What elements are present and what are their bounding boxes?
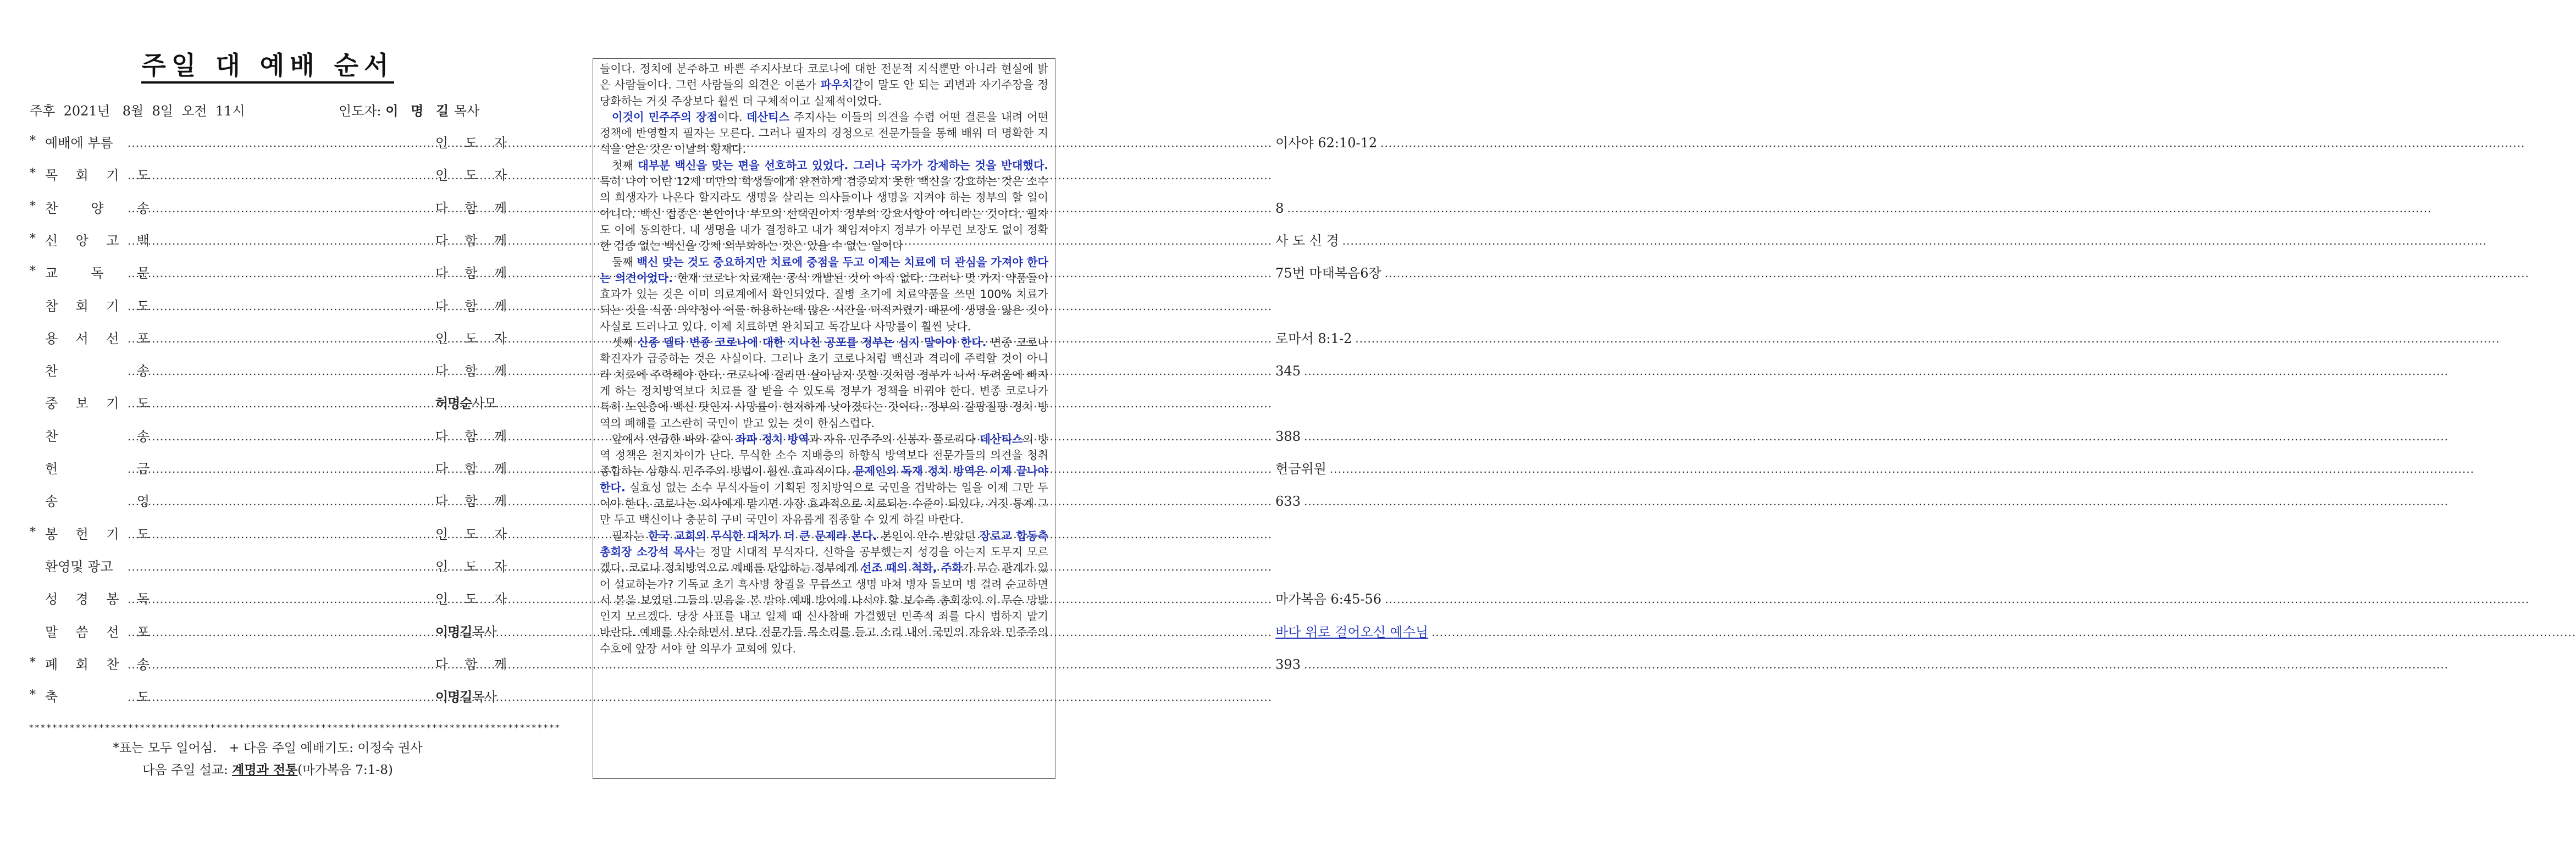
article-paragraph (600, 109, 1048, 158)
article-paragraph (600, 335, 1048, 431)
order-item-leader: 다 함 께 (435, 233, 507, 248)
standing-mark: * (30, 231, 36, 246)
footnote-standing: *표는 모두 일어섬. + 다음 주일 예배기도: 이정숙 권사 (113, 741, 423, 755)
highlighted-text: 데산티스 (747, 110, 790, 124)
order-item-leader: 다 함 께 (435, 428, 507, 444)
standing-mark: * (30, 688, 36, 702)
order-item-name: 신 앙 고 백 (45, 233, 150, 248)
order-item-name: 찬 양 송 (45, 200, 150, 216)
paragraph-text: 현재 코로나 치료제는 공식 개발된 것이 아직 없다. 그러나 몇 가지 약품들이 효과가 있는 것은 이미 의료계에서 확인되었다. 질병 초기에 치료약품을 쓰면 100% 치료가 되는 것을 식품 의약청이 이를 허용하는데 많은 시간을 미적거렸기 때문에 생명을 잃은 것이 사실로 드러나고 있다. 이제 치료하면 완치되고 독감보다 사망률이 훨씬 낮다. (600, 271, 1048, 333)
order-item-name: 찬 송 (45, 363, 150, 379)
service-date: 주후 2021년 8월 8일 오전 11시 (30, 103, 245, 119)
order-row (29, 490, 1301, 512)
order-item-name: 성 경 봉 독 (45, 591, 150, 607)
order-item-content: 75번 마태복음6장 (1275, 265, 1381, 281)
order-row (29, 132, 1378, 154)
order-row (29, 295, 507, 317)
standing-mark: * (30, 264, 36, 279)
order-item-content: 헌금위원 (1275, 461, 1326, 477)
paragraph-text: 의 방역 정책은 천지차이가 난다. 무식한 소수 지배층의 하향식 방역보다 전문가들의 의견을 청취 종합하는 상향식 민주주의 방법이 훨씬 효과적이다. (600, 432, 1048, 478)
paragraph-text: 이다. (717, 110, 747, 124)
highlighted-text: 데산티스 (980, 432, 1023, 446)
order-item-content: 로마서 8:1-2 (1275, 330, 1352, 346)
order-row (29, 360, 1301, 382)
column-article (593, 58, 1055, 779)
paragraph-text: 실효성 없는 소수 무식자들이 기획된 정치방역으로 국민을 겁박하는 일을 이제 그만 두어야 한다. 코로나는 의사에게 맡기면 가장 효과적으로 치료되는 수준이 되었다. 거짓 통계 그만 두고 백신이나 충분히 구비 국민이 자유롭게 접종할 수 있게 하길 바란다. (600, 480, 1048, 527)
order-item-leader: 인 도 자 (435, 168, 507, 184)
order-item-name: 말 씀 선 포 (45, 624, 150, 640)
highlighted-text: 선조 때의 척화, 주화 (860, 561, 963, 575)
order-item-name: 중 보 기 도 (45, 396, 150, 412)
order-item-name: 목 회 기 도 (45, 168, 150, 184)
highlighted-text: 대부분 백신을 맞는 편을 선호하고 있었다. 그러나 국가가 강제하는 것을 반대했다. (638, 158, 1048, 172)
standing-mark: * (30, 199, 36, 213)
highlighted-text: 좌파 정치 방역 (736, 432, 809, 446)
order-row (29, 621, 1429, 643)
highlighted-text: 백신 맞는 것도 중요하지만 치료에 중점을 두고 이제는 치료에 더 관심을 가져야 한다는 의견이었다. (600, 255, 1048, 285)
paragraph-text: 과 자유 민주주의 신봉자 플로리다 (809, 432, 980, 446)
paragraph-text: 들이다. 정치에 분주하고 바쁜 주지사보다 코로나에 대한 전문적 지식뿐만 아니라 현실에 밝은 사람들이다. 그런 사람들의 의견은 이론가 (600, 62, 1048, 92)
paragraph-text: 셋째 (612, 336, 638, 350)
paragraph-text: 같이 말도 안 되는 괴변과 자기주장을 정당화하는 거짓 주장보다 훨씬 더 구체적이고 실제적이었다. (600, 78, 1048, 108)
next-sermon-title: 계명과 전통 (232, 763, 298, 777)
standing-mark: * (30, 167, 36, 181)
order-row (29, 686, 507, 708)
paragraph-text: 앞에서 언급한 바와 같이 (612, 432, 736, 446)
order-item-content: 사 도 신 경 (1275, 233, 1339, 248)
order-item-detail (128, 523, 452, 545)
service-date-line (30, 100, 506, 119)
highlighted-text: 이것이 민주주의 장점 (612, 110, 718, 124)
order-item-leader: 다 함 께 (435, 200, 507, 216)
order-item-name: 헌 금 (45, 461, 150, 477)
order-item-leader: 인 도 자 (435, 135, 507, 151)
paragraph-text: 둘째 (612, 255, 637, 269)
order-item-leader: 인 도 자 (435, 526, 507, 542)
order-item-leader: 인 도 자 (435, 558, 507, 574)
paragraph-text: 는 정말 시대적 무식자다. 신학을 공부했는지 성경을 아는지 도무지 모르겠다. 코로나 정치방역으로 예배를 탄압하는 정부에게 (600, 545, 1048, 575)
order-item-name: 교 독 문 (45, 265, 150, 281)
standing-mark: * (30, 134, 36, 148)
order-item-leader: 다 함 께 (435, 298, 507, 314)
article-paragraph (600, 61, 1048, 109)
order-row (29, 197, 1284, 219)
order-item-detail (128, 392, 452, 414)
page-title: 주일 대 예배 순서 (29, 51, 507, 84)
order-item-name: 폐 회 찬 송 (45, 656, 150, 672)
highlighted-text: 문제인의 독재 정치 방역은 이제 끝나야 한다. (600, 464, 1048, 494)
paragraph-text: 주지사는 이들의 의견을 수렴 어떤 결론을 내려 어떤 정책에 반영할지 필자는 모른다. 그러나 필자의 경청으로 전문가들을 통해 배워 더 명확한 지식을 얻은 것은 이날의 횡재다. (600, 110, 1048, 156)
order-row (29, 392, 507, 414)
order-row (29, 523, 507, 545)
highlighted-text: 파우치 (820, 78, 853, 92)
standing-mark: * (30, 525, 36, 539)
order-row (29, 654, 1301, 676)
order-item-content: 393 (1275, 656, 1301, 672)
footnote-next-sermon: 다음 주일 설교: 계명과 전통(마가복음 7:1-8) (142, 763, 393, 777)
order-item-content: 마가복음 6:45-56 (1275, 591, 1382, 607)
order-item-content: 633 (1275, 494, 1301, 510)
order-item-detail (128, 556, 452, 578)
order-item-name: 참 회 기 도 (45, 298, 150, 314)
order-item-leader: 다 함 께 (435, 461, 507, 477)
order-item-name: 예배에 부름 (45, 135, 113, 151)
order-row (29, 588, 1382, 610)
order-item-leader: 이명길 목사 (435, 623, 496, 640)
order-item-leader: 인 도 자 (435, 591, 507, 607)
article-paragraph (600, 158, 1048, 254)
order-item-name: 환영및 광고 (45, 558, 113, 574)
order-row (29, 230, 1339, 252)
order-row (29, 164, 507, 186)
order-row (29, 556, 507, 578)
order-item-leader: 다 함 께 (435, 363, 507, 379)
order-item-leader: 다 함 께 (435, 494, 507, 510)
sermon-title: 바다 위로 걸어오신 예수님 (1275, 624, 1429, 640)
order-item-content: 345 (1275, 363, 1301, 379)
order-item-detail (128, 295, 452, 317)
article-paragraph (600, 431, 1048, 528)
order-item-name: 송 영 (45, 494, 150, 510)
order-item-leader: 다 함 께 (435, 656, 507, 672)
order-item-name: 용 서 선 포 (45, 330, 150, 346)
highlighted-text: 신종 델타 변종 코로나에 대한 지나친 공포를 정부는 심지 말아야 한다. (637, 336, 987, 350)
highlighted-text: 한국 교회의 무식한 대처가 더 큰 문제라 본다. (648, 529, 877, 543)
paragraph-text: 가 무슨 관계가 있어 설교하는가? 기독교 초기 흑사병 창궐을 무릅쓰고 생명 바쳐 병자 돌보며 병 걸려 순교하면서 본을 보였던 그들의 믿음을 본 받아 예배 방어에 나서야 할 보수측 총회장이 이 무슨 망발인지 모르겠다. 당장 사표를 내고 일제 때 신사참배 가결했던 민족적 죄를 다시 범하지 말기 바란다. 예배를 사수하면서 보다 전문가들 목소리를 듣고 소리 내어 국민의 자유와 민주주의 수호에 앞장 서야 할 의무가 교회에 있다. (600, 561, 1049, 655)
paragraph-text: 필자는 (612, 529, 649, 543)
order-item-leader: 허명순 사모 (435, 395, 496, 412)
order-item-content: 8 (1275, 200, 1284, 216)
article-paragraph (600, 254, 1048, 335)
paragraph-text: 본인이 안수 받았던 (877, 529, 980, 543)
paragraph-text: 변종 코로나 확진자가 급증하는 것은 사실이다. 그러나 초기 코로나처럼 백신과 격리에 주력할 것이 아니라 치료에 주력해야 한다. 코로나에 걸리면 살아남지 못할 것처럼 정부가 나서 두려움에 빠지게 하는 정치방역보다 치료를 잘 받을 수 있도록 정부가 정책을 바꿔야 한다. 변종 코로나가 특히 노인층에 백신 탓인지 사망률이 현저하게 낮아졌다는 것이다. 정부의 갈팡질팡 정치 방역의 폐해를 고스란히 국민이 받고 있는 것이 한심스럽다. (600, 336, 1048, 430)
service-leader: 인도자: 이 명 길 목사 (339, 103, 480, 119)
article-paragraph (600, 528, 1048, 657)
paragraph-text: 첫째 (612, 158, 638, 172)
divider-stars: ******************************************************************************************* (29, 722, 561, 733)
order-item-content: 388 (1275, 428, 1301, 444)
order-item-leader: 이명길 목사 (435, 689, 496, 705)
paragraph-text: 특히 나이 어린 12세 미만의 학생들에게 완전하게 검증되지 못한 백신을 강요하는 것은 소수의 희생자가 나온다 할지라도 생명을 살리는 의사들이나 생명을 지켜야 하는 정부의 할 일이 아니다. 백신 접종은 본인이나 부모의 선택권이지 정부의 강요사항이 아니라는 것이다. 필자도 이에 동의한다. 내 생명을 내가 결정하고 내가 책임져야지 정부가 아무런 보장도 없이 정확한 검증 없는 백신을 강제 의무화하는 것은 있을 수 없는 일이다 (600, 175, 1048, 253)
highlighted-text: 장로교 합동측 총회장 소강석 목사 (600, 529, 1049, 558)
order-item-name: 봉 헌 기 도 (45, 526, 150, 542)
standing-mark: * (30, 655, 36, 670)
order-item-detail (128, 164, 452, 186)
order-item-name: 축 도 (45, 689, 150, 705)
order-item-detail (128, 686, 452, 708)
order-item-content: 이사야 62:10-12 (1275, 135, 1378, 151)
order-item-leader: 인 도 자 (435, 330, 507, 346)
order-item-leader: 다 함 께 (435, 265, 507, 281)
order-item-name: 찬 송 (45, 428, 150, 444)
